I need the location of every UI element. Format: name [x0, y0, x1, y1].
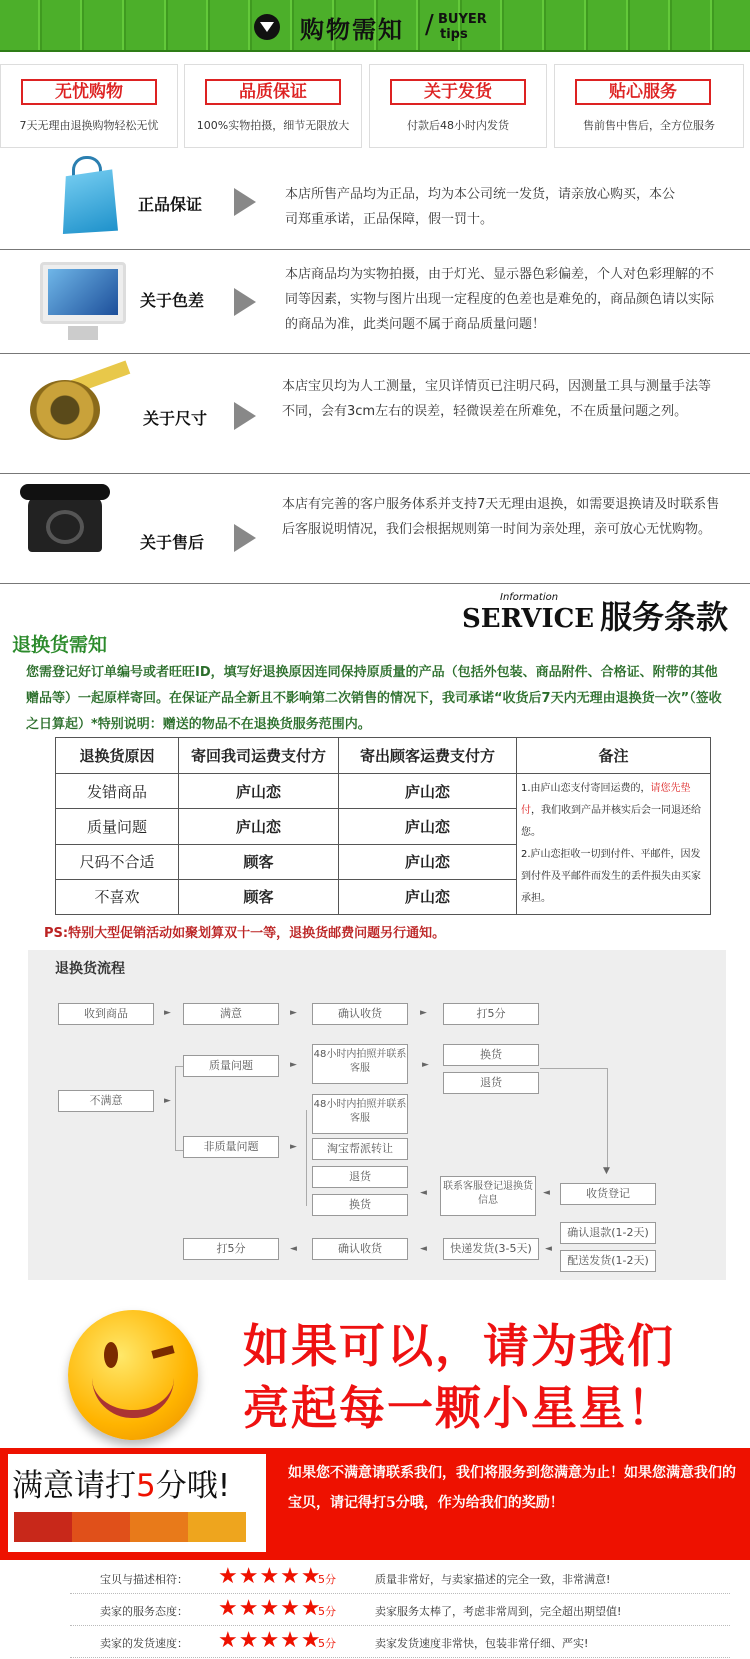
info-row-size — [0, 354, 750, 474]
flow-arrow-icon: ► — [164, 1096, 171, 1106]
arrow-right-icon — [234, 524, 256, 552]
row-text: 本店宝贝均为人工测量，宝贝详情页已注明尺码，因测量工具与测量手法等不同，会有3cm左右的误差，轻微误差在所难免，不在质量问题之列。 — [282, 379, 712, 419]
flow-connector — [306, 1110, 307, 1206]
flow-connector — [175, 1066, 176, 1150]
service-tag: 关于发货 — [390, 79, 526, 105]
note-2: 2.庐山恋拒收一切到付件、平邮件，因发到付件及平邮件而发生的丢件损失由买家承担。 — [521, 849, 701, 904]
table-cell: 尺码不合适 — [56, 844, 179, 879]
color-swatch — [130, 1512, 188, 1542]
flow-arrow-icon: ◄ — [545, 1244, 552, 1254]
flow-step-score: 打5分 — [443, 1003, 539, 1025]
service-tag: 品质保证 — [205, 79, 341, 105]
flow-arrow-icon: ◄ — [290, 1244, 297, 1254]
table-cell: 顾客 — [179, 844, 339, 879]
info-row-aftersales — [0, 474, 750, 584]
smiley-face-icon — [68, 1310, 198, 1440]
rating-label — [12, 1460, 230, 1505]
flow-arrow-icon: ◄ — [543, 1188, 550, 1198]
service-desc: 7天无理由退换购物轻松无忧 — [19, 119, 159, 132]
flow-step-unsatisfied: 不满意 — [58, 1090, 154, 1112]
flow-step-express: 快递发货(3-5天) — [443, 1238, 539, 1260]
star-icons[interactable]: ★★★★★ — [218, 1564, 322, 1589]
arrow-right-icon — [234, 188, 256, 216]
flow-step-quality: 质量问题 — [183, 1055, 279, 1077]
flow-step-exchange: 换货 — [443, 1044, 539, 1066]
info-row-genuine — [0, 152, 750, 250]
star-icons[interactable]: ★★★★★ — [218, 1596, 322, 1621]
flow-step-photo: 48小时内拍照并联系客服 — [312, 1094, 408, 1134]
table-cell: 庐山恋 — [179, 809, 339, 844]
flow-arrow-icon: ▼ — [603, 1166, 610, 1176]
flow-connector — [175, 1066, 183, 1067]
cta-line-1: 如果可以，请为我们 — [243, 1319, 675, 1373]
row-title: 关于售后 — [140, 533, 205, 552]
flow-step-score: 打5分 — [183, 1238, 279, 1260]
service-banner-cn: 服务条款 — [600, 598, 729, 636]
flow-connector — [175, 1150, 183, 1151]
table-cell: 庐山恋 — [179, 774, 339, 809]
rating-row-label: 卖家的发货速度： — [100, 1637, 188, 1650]
table-row — [56, 774, 711, 809]
row-title: 关于色差 — [140, 291, 205, 310]
flow-title: 退换货流程 — [55, 961, 125, 977]
header-title: 购物需知 — [300, 16, 404, 44]
color-swatch — [188, 1512, 246, 1542]
rating-label-a: 满意请打 — [12, 1468, 136, 1504]
cta-line-2: 亮起每一颗小星星！ — [243, 1381, 675, 1435]
service-box-shipping — [369, 64, 547, 148]
flow-step-confirm: 确认收货 — [312, 1003, 408, 1025]
table-header: 寄出顾客运费支付方 — [339, 738, 517, 774]
imac-icon — [40, 262, 126, 324]
rating-row — [70, 1626, 730, 1658]
table-cell: 庐山恋 — [339, 809, 517, 844]
row-text: 本店有完善的客户服务体系并支持7天无理由退换，如需要退换请及时联系售后客服说明情况，我们会根据规则第一时间为亲处理，亲可放心无忧购物。 — [282, 497, 720, 537]
table-note — [517, 774, 711, 915]
flow-arrow-icon: ► — [290, 1142, 297, 1152]
service-tag: 贴心服务 — [575, 79, 711, 105]
flow-connector — [540, 1068, 608, 1069]
note-1b: 请您先垫付 — [521, 783, 691, 816]
flow-step-taobao: 淘宝帮派转让 — [312, 1138, 408, 1160]
service-banner-tiny: Information — [500, 592, 559, 603]
rating-row — [70, 1594, 730, 1626]
service-banner-en: SERVICE — [462, 604, 595, 634]
info-row-color — [0, 250, 750, 354]
tape-measure-icon — [30, 380, 100, 440]
flow-step-register: 联系客服登记退换货信息 — [440, 1176, 536, 1216]
flow-step-confirm: 确认收货 — [312, 1238, 408, 1260]
table-cell: 质量问题 — [56, 809, 179, 844]
telephone-handset — [20, 484, 110, 500]
service-tag: 无忧购物 — [21, 79, 157, 105]
flow-step-refund: 退货 — [443, 1072, 539, 1094]
telephone-icon — [28, 496, 102, 552]
header-slash: / — [425, 10, 434, 40]
rating-desc: 卖家发货速度非常快，包装非常仔细、严实! — [375, 1637, 589, 1650]
row-title: 正品保证 — [138, 195, 203, 214]
rating-score: 5分 — [318, 1573, 336, 1586]
table-cell: 不喜欢 — [56, 879, 179, 914]
rating-score: 5分 — [318, 1605, 336, 1618]
rating-score: 5分 — [318, 1637, 336, 1650]
header-buyer: BUYER — [438, 12, 487, 27]
table-header: 寄回我司运费支付方 — [179, 738, 339, 774]
header-tips: tips — [440, 27, 468, 42]
flow-arrow-icon: ◄ — [420, 1188, 427, 1198]
flow-step-satisfied: 满意 — [183, 1003, 279, 1025]
table-cell: 发错商品 — [56, 774, 179, 809]
flow-connector — [607, 1068, 608, 1168]
row-title: 关于尺寸 — [143, 409, 208, 428]
flow-arrow-icon: ► — [420, 1008, 427, 1018]
flow-step-photo: 48小时内拍照并联系客服 — [312, 1044, 408, 1084]
arrow-right-icon — [234, 402, 256, 430]
service-desc: 100%实物拍摄，细节无限放大 — [196, 119, 350, 132]
rating-label-num: 5 — [136, 1468, 156, 1504]
flow-step-refund: 退货 — [312, 1166, 408, 1188]
flow-step-exchange: 换货 — [312, 1194, 408, 1216]
row-text: 本店所售产品均为正品，均为本公司统一发货，请亲放心购买，本公司郑重承诺，正品保障，假一罚十。 — [285, 187, 676, 227]
service-box-care — [554, 64, 744, 148]
service-desc: 付款后48小时内发货 — [407, 119, 509, 132]
flow-arrow-icon: ► — [290, 1060, 297, 1070]
star-icons[interactable]: ★★★★★ — [218, 1628, 322, 1653]
flow-step-received: 收到商品 — [58, 1003, 154, 1025]
table-cell: 庐山恋 — [339, 844, 517, 879]
imac-stand — [68, 326, 98, 340]
rating-row-label: 宝贝与描述相符： — [100, 1573, 188, 1586]
flow-step-confirm-refund: 确认退款(1-2天) — [560, 1222, 656, 1244]
arrow-right-icon — [234, 288, 256, 316]
flow-arrow-icon: ► — [290, 1008, 297, 1018]
table-header: 备注 — [517, 738, 711, 774]
flow-step-ship: 配送发货(1-2天) — [560, 1250, 656, 1272]
service-desc: 售前售中售后，全方位服务 — [583, 119, 715, 132]
shopping-bag-icon — [60, 166, 118, 234]
service-box-worry-free — [0, 64, 178, 148]
table-cell: 顾客 — [179, 879, 339, 914]
flow-arrow-icon: ► — [164, 1008, 171, 1018]
rating-message: 如果您不满意请联系我们，我们将服务到您满意为止！如果您满意我们的宝贝，请记得打5分哦，作为给我们的奖励！ — [288, 1465, 736, 1511]
down-arrow-icon — [254, 14, 280, 40]
rating-desc: 质量非常好，与卖家描述的完全一致，非常满意! — [375, 1573, 611, 1586]
color-swatch — [72, 1512, 130, 1542]
flow-arrow-icon: ◄ — [420, 1244, 427, 1254]
returns-paragraph: 您需登记好订单编号或者旺旺ID，填写好退换原因连同保持原质量的产品（包括外包装、商品附件、合格证、附带的其他赠品等）一起原样寄回。在保证产品全新且不影响第二次销售的情况下，我司承诺“收货后7天内无理由退换货一次”（签收之日算起）*特别说明：赠送的物品不在退换货服务范围内。 — [26, 665, 722, 732]
flow-step-receive-register: 收货登记 — [560, 1183, 656, 1205]
rating-row — [70, 1562, 730, 1594]
note-1a: 1.由庐山恋支付寄回运费的， — [521, 783, 651, 794]
flow-step-nonquality: 非质量问题 — [183, 1136, 279, 1158]
table-cell: 庐山恋 — [339, 774, 517, 809]
table-header: 退换货原因 — [56, 738, 179, 774]
returns-table — [55, 737, 711, 915]
note-1c: ，我们收到产品并核实后会一同退还给您。 — [521, 805, 701, 838]
color-swatch — [14, 1512, 72, 1542]
row-text: 本店商品均为实物拍摄，由于灯光、显示器色彩偏差，个人对色彩理解的不同等因素，实物与图片出现一定程度的色差也是难免的，商品颜色请以实际的商品为准，此类问题不属于商品质量问题！ — [285, 267, 715, 332]
table-cell: 庐山恋 — [339, 879, 517, 914]
rating-label-b: 分哦! — [155, 1468, 231, 1504]
returns-ps: PS:特别大型促销活动如聚划算双十一等，退换货邮费问题另行通知。 — [44, 926, 446, 941]
flow-arrow-icon: ► — [422, 1060, 429, 1070]
rating-row-label: 卖家的服务态度： — [100, 1605, 188, 1618]
returns-title: 退换货需知 — [12, 634, 108, 656]
rating-desc: 卖家服务太棒了，考虑非常周到，完全超出期望值! — [375, 1605, 622, 1618]
service-box-quality — [184, 64, 362, 148]
